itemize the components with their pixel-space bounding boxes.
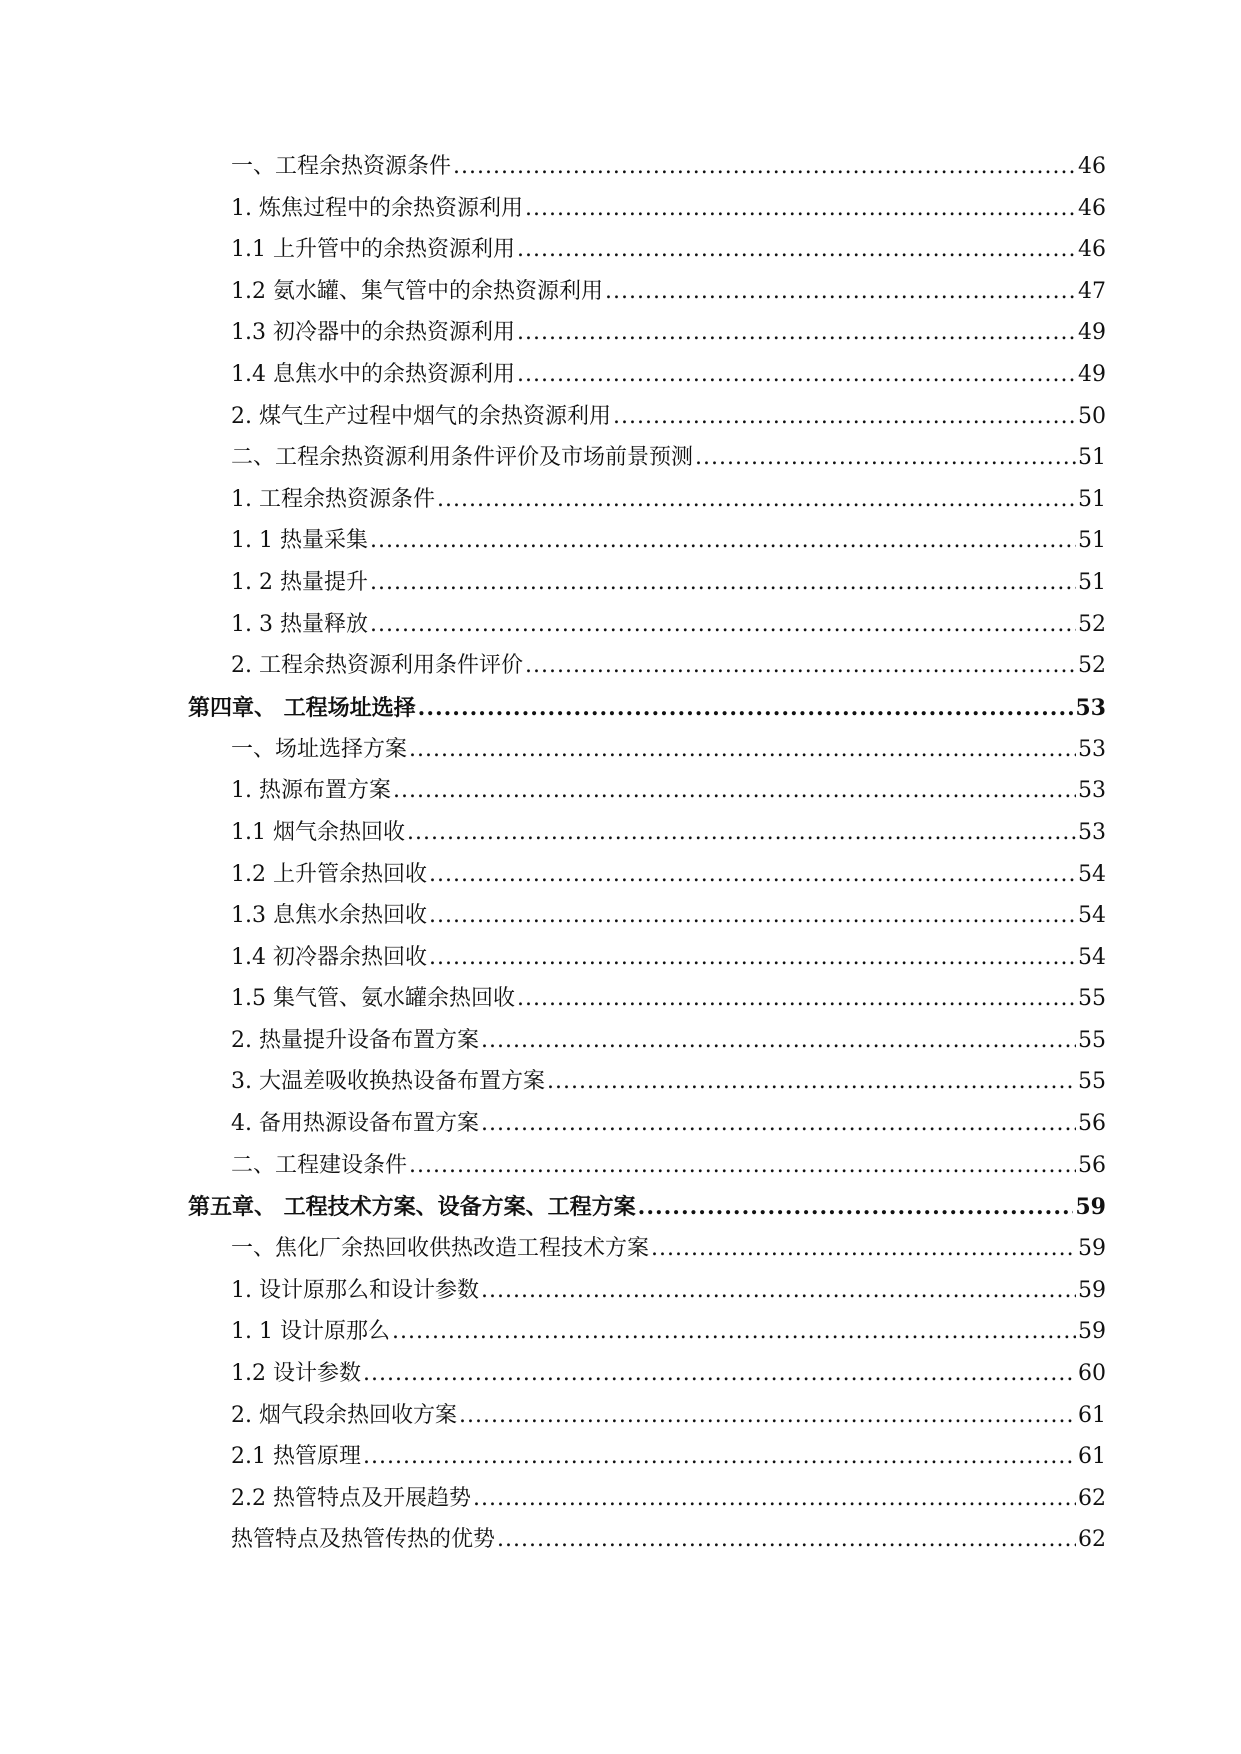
toc-entry-title: 1.5 集气管、氨水罐余热回收: [231, 986, 515, 1012]
toc-entry-title: 1.2 设计参数: [231, 1361, 361, 1387]
toc-entry[interactable]: [188, 777, 1106, 805]
toc-entry[interactable]: [188, 611, 1106, 639]
toc-entry-title: 1. 设计原那么和设计参数: [231, 1277, 479, 1303]
toc-dot-leader: [517, 236, 1076, 264]
toc-page-number: 62: [1078, 1527, 1106, 1553]
toc-page-number: 53: [1078, 819, 1106, 845]
toc-entry-title: 1.2 氨水罐、集气管中的余热资源利用: [231, 278, 603, 304]
toc-entry[interactable]: [188, 153, 1106, 181]
table-of-contents: [188, 153, 1106, 1568]
toc-entry-title: 3. 大温差吸收换热设备布置方案: [231, 1069, 545, 1095]
toc-entry[interactable]: [188, 569, 1106, 597]
toc-page-number: 52: [1078, 653, 1106, 679]
toc-entry-title: 2.2 热管特点及开展趋势: [231, 1485, 471, 1511]
toc-page-number: 47: [1078, 278, 1106, 304]
toc-page-number: 56: [1078, 1111, 1106, 1137]
toc-page-number: 56: [1078, 1152, 1106, 1178]
toc-entry-title: 2. 烟气段余热回收方案: [231, 1402, 457, 1428]
toc-entry-title: 1. 工程余热资源条件: [231, 486, 435, 512]
toc-dot-leader: [547, 1068, 1076, 1096]
toc-entry-title: 2.1 热管原理: [231, 1444, 361, 1470]
toc-dot-leader: [613, 403, 1076, 431]
toc-page-number: 51: [1078, 569, 1106, 595]
toc-entry-title: 4. 备用热源设备布置方案: [231, 1111, 479, 1137]
toc-entry[interactable]: [188, 1235, 1106, 1263]
toc-entry[interactable]: [188, 319, 1106, 347]
toc-page-number: 59: [1078, 1277, 1106, 1303]
toc-entry[interactable]: [188, 236, 1106, 264]
toc-page-number: 55: [1078, 1027, 1106, 1053]
toc-dot-leader: [481, 1110, 1076, 1138]
toc-dot-leader: [517, 361, 1076, 389]
toc-page-number: 50: [1078, 403, 1106, 429]
toc-page-number: 46: [1078, 154, 1106, 179]
toc-entry[interactable]: [188, 1110, 1106, 1138]
toc-entry[interactable]: [188, 444, 1106, 472]
toc-dot-leader: [459, 1402, 1076, 1430]
toc-entry-title: 1.1 烟气余热回收: [231, 819, 405, 845]
toc-entry-title: 1.3 息焦水余热回收: [231, 903, 427, 929]
toc-dot-leader: [370, 569, 1076, 597]
toc-dot-leader: [409, 736, 1076, 764]
toc-entry-title: 1.1 上升管中的余热资源利用: [231, 237, 515, 263]
toc-entry-title: 一、焦化厂余热回收供热改造工程技术方案: [231, 1236, 650, 1262]
toc-dot-leader: [605, 278, 1076, 306]
toc-entry-title: 1.2 上升管余热回收: [231, 861, 427, 887]
toc-entry[interactable]: [188, 1360, 1106, 1388]
toc-entry-title: 2. 热量提升设备布置方案: [231, 1027, 479, 1053]
toc-entry[interactable]: [188, 195, 1106, 223]
toc-page-number: 53: [1078, 736, 1106, 762]
toc-entry-title: 一、场址选择方案: [231, 736, 408, 762]
toc-entry[interactable]: [188, 1027, 1106, 1055]
toc-page-number: 59: [1078, 1236, 1106, 1262]
toc-entry[interactable]: [188, 403, 1106, 431]
toc-page-number: 60: [1078, 1361, 1106, 1387]
toc-dot-leader: [525, 652, 1076, 680]
toc-page-number: 53: [1078, 778, 1106, 804]
toc-page-number: 61: [1078, 1402, 1106, 1428]
toc-entry[interactable]: [188, 861, 1106, 889]
toc-dot-leader: [392, 1318, 1076, 1346]
toc-entry[interactable]: [188, 1443, 1106, 1471]
toc-page-number: 54: [1078, 944, 1106, 970]
toc-page-number: 51: [1078, 528, 1106, 554]
toc-dot-leader: [418, 694, 1074, 722]
toc-entry[interactable]: [188, 902, 1106, 930]
toc-entry-title: 1. 1 热量采集: [231, 528, 368, 554]
toc-entry-title: 1.3 初冷器中的余热资源利用: [231, 320, 515, 346]
toc-page-number: 54: [1078, 861, 1106, 887]
toc-page-number: 52: [1078, 611, 1106, 637]
toc-entry-title: 第五章、 工程技术方案、设备方案、工程方案: [188, 1194, 636, 1221]
toc-entry-title: 一、工程余热资源条件: [231, 154, 452, 179]
toc-page-number: 46: [1078, 195, 1106, 221]
toc-entry-title: 二、工程建设条件: [231, 1152, 408, 1178]
toc-entry[interactable]: [188, 1318, 1106, 1346]
toc-entry[interactable]: [188, 278, 1106, 306]
toc-dot-leader: [370, 611, 1076, 639]
toc-entry-title: 1.4 初冷器余热回收: [231, 944, 427, 970]
toc-entry-title: 1. 3 热量释放: [231, 611, 368, 637]
toc-page-number: 59: [1075, 1194, 1106, 1221]
toc-dot-leader: [429, 861, 1076, 889]
toc-page-number: 53: [1075, 694, 1106, 721]
toc-dot-leader: [437, 486, 1076, 514]
toc-page-number: 51: [1078, 486, 1106, 512]
toc-dot-leader: [409, 1152, 1076, 1180]
toc-page-number: 61: [1078, 1444, 1106, 1470]
toc-entry-title: 热管特点及热管传热的优势: [231, 1527, 496, 1553]
toc-entry[interactable]: [188, 361, 1106, 389]
toc-page-number: 51: [1078, 445, 1106, 471]
toc-entry[interactable]: [188, 652, 1106, 680]
toc-page-number: 54: [1078, 903, 1106, 929]
toc-entry[interactable]: [188, 1402, 1106, 1430]
toc-entry[interactable]: [188, 819, 1106, 847]
toc-entry[interactable]: [188, 527, 1106, 555]
toc-dot-leader: [638, 1193, 1074, 1221]
toc-entry[interactable]: [188, 486, 1106, 514]
toc-entry[interactable]: [188, 1485, 1106, 1513]
toc-dot-leader: [473, 1485, 1076, 1513]
toc-entry-title: 1. 1 设计原那么: [231, 1319, 390, 1345]
toc-dot-leader: [393, 777, 1076, 805]
toc-dot-leader: [517, 319, 1076, 347]
toc-dot-leader: [651, 1235, 1076, 1263]
toc-entry[interactable]: [188, 944, 1106, 972]
toc-entry-title: 2. 煤气生产过程中烟气的余热资源利用: [231, 403, 611, 429]
toc-page-number: 62: [1078, 1485, 1106, 1511]
toc-entry[interactable]: [188, 1068, 1106, 1096]
toc-dot-leader: [453, 153, 1076, 181]
toc-dot-leader: [429, 902, 1076, 930]
toc-entry[interactable]: [188, 985, 1106, 1013]
toc-entry-title: 二、工程余热资源利用条件评价及市场前景预测: [231, 445, 694, 471]
toc-chapter-entry[interactable]: [188, 694, 1106, 722]
toc-dot-leader: [481, 1027, 1076, 1055]
toc-entry[interactable]: [188, 1277, 1106, 1305]
toc-entry-title: 1. 2 热量提升: [231, 569, 368, 595]
toc-page-number: 55: [1078, 986, 1106, 1012]
toc-page-number: 55: [1078, 1069, 1106, 1095]
toc-dot-leader: [695, 444, 1076, 472]
toc-dot-leader: [517, 985, 1076, 1013]
toc-dot-leader: [370, 527, 1076, 555]
toc-entry-title: 1. 炼焦过程中的余热资源利用: [231, 195, 523, 221]
toc-entry[interactable]: [188, 1526, 1106, 1554]
toc-chapter-entry[interactable]: [188, 1193, 1106, 1221]
toc-dot-leader: [407, 819, 1076, 847]
toc-page-number: 59: [1078, 1319, 1106, 1345]
toc-dot-leader: [497, 1526, 1076, 1554]
toc-entry-title: 第四章、 工程场址选择: [188, 694, 416, 721]
toc-dot-leader: [429, 944, 1076, 972]
toc-dot-leader: [481, 1277, 1076, 1305]
toc-page-number: 49: [1078, 361, 1106, 387]
toc-entry[interactable]: [188, 736, 1106, 764]
toc-dot-leader: [525, 195, 1076, 223]
toc-entry-title: 2. 工程余热资源利用条件评价: [231, 653, 523, 679]
toc-page-number: 49: [1078, 320, 1106, 346]
toc-entry[interactable]: [188, 1152, 1106, 1180]
toc-entry-title: 1. 热源布置方案: [231, 778, 391, 804]
toc-entry-title: 1.4 息焦水中的余热资源利用: [231, 361, 515, 387]
toc-page-number: 46: [1078, 237, 1106, 263]
toc-dot-leader: [363, 1443, 1076, 1471]
toc-dot-leader: [363, 1360, 1076, 1388]
